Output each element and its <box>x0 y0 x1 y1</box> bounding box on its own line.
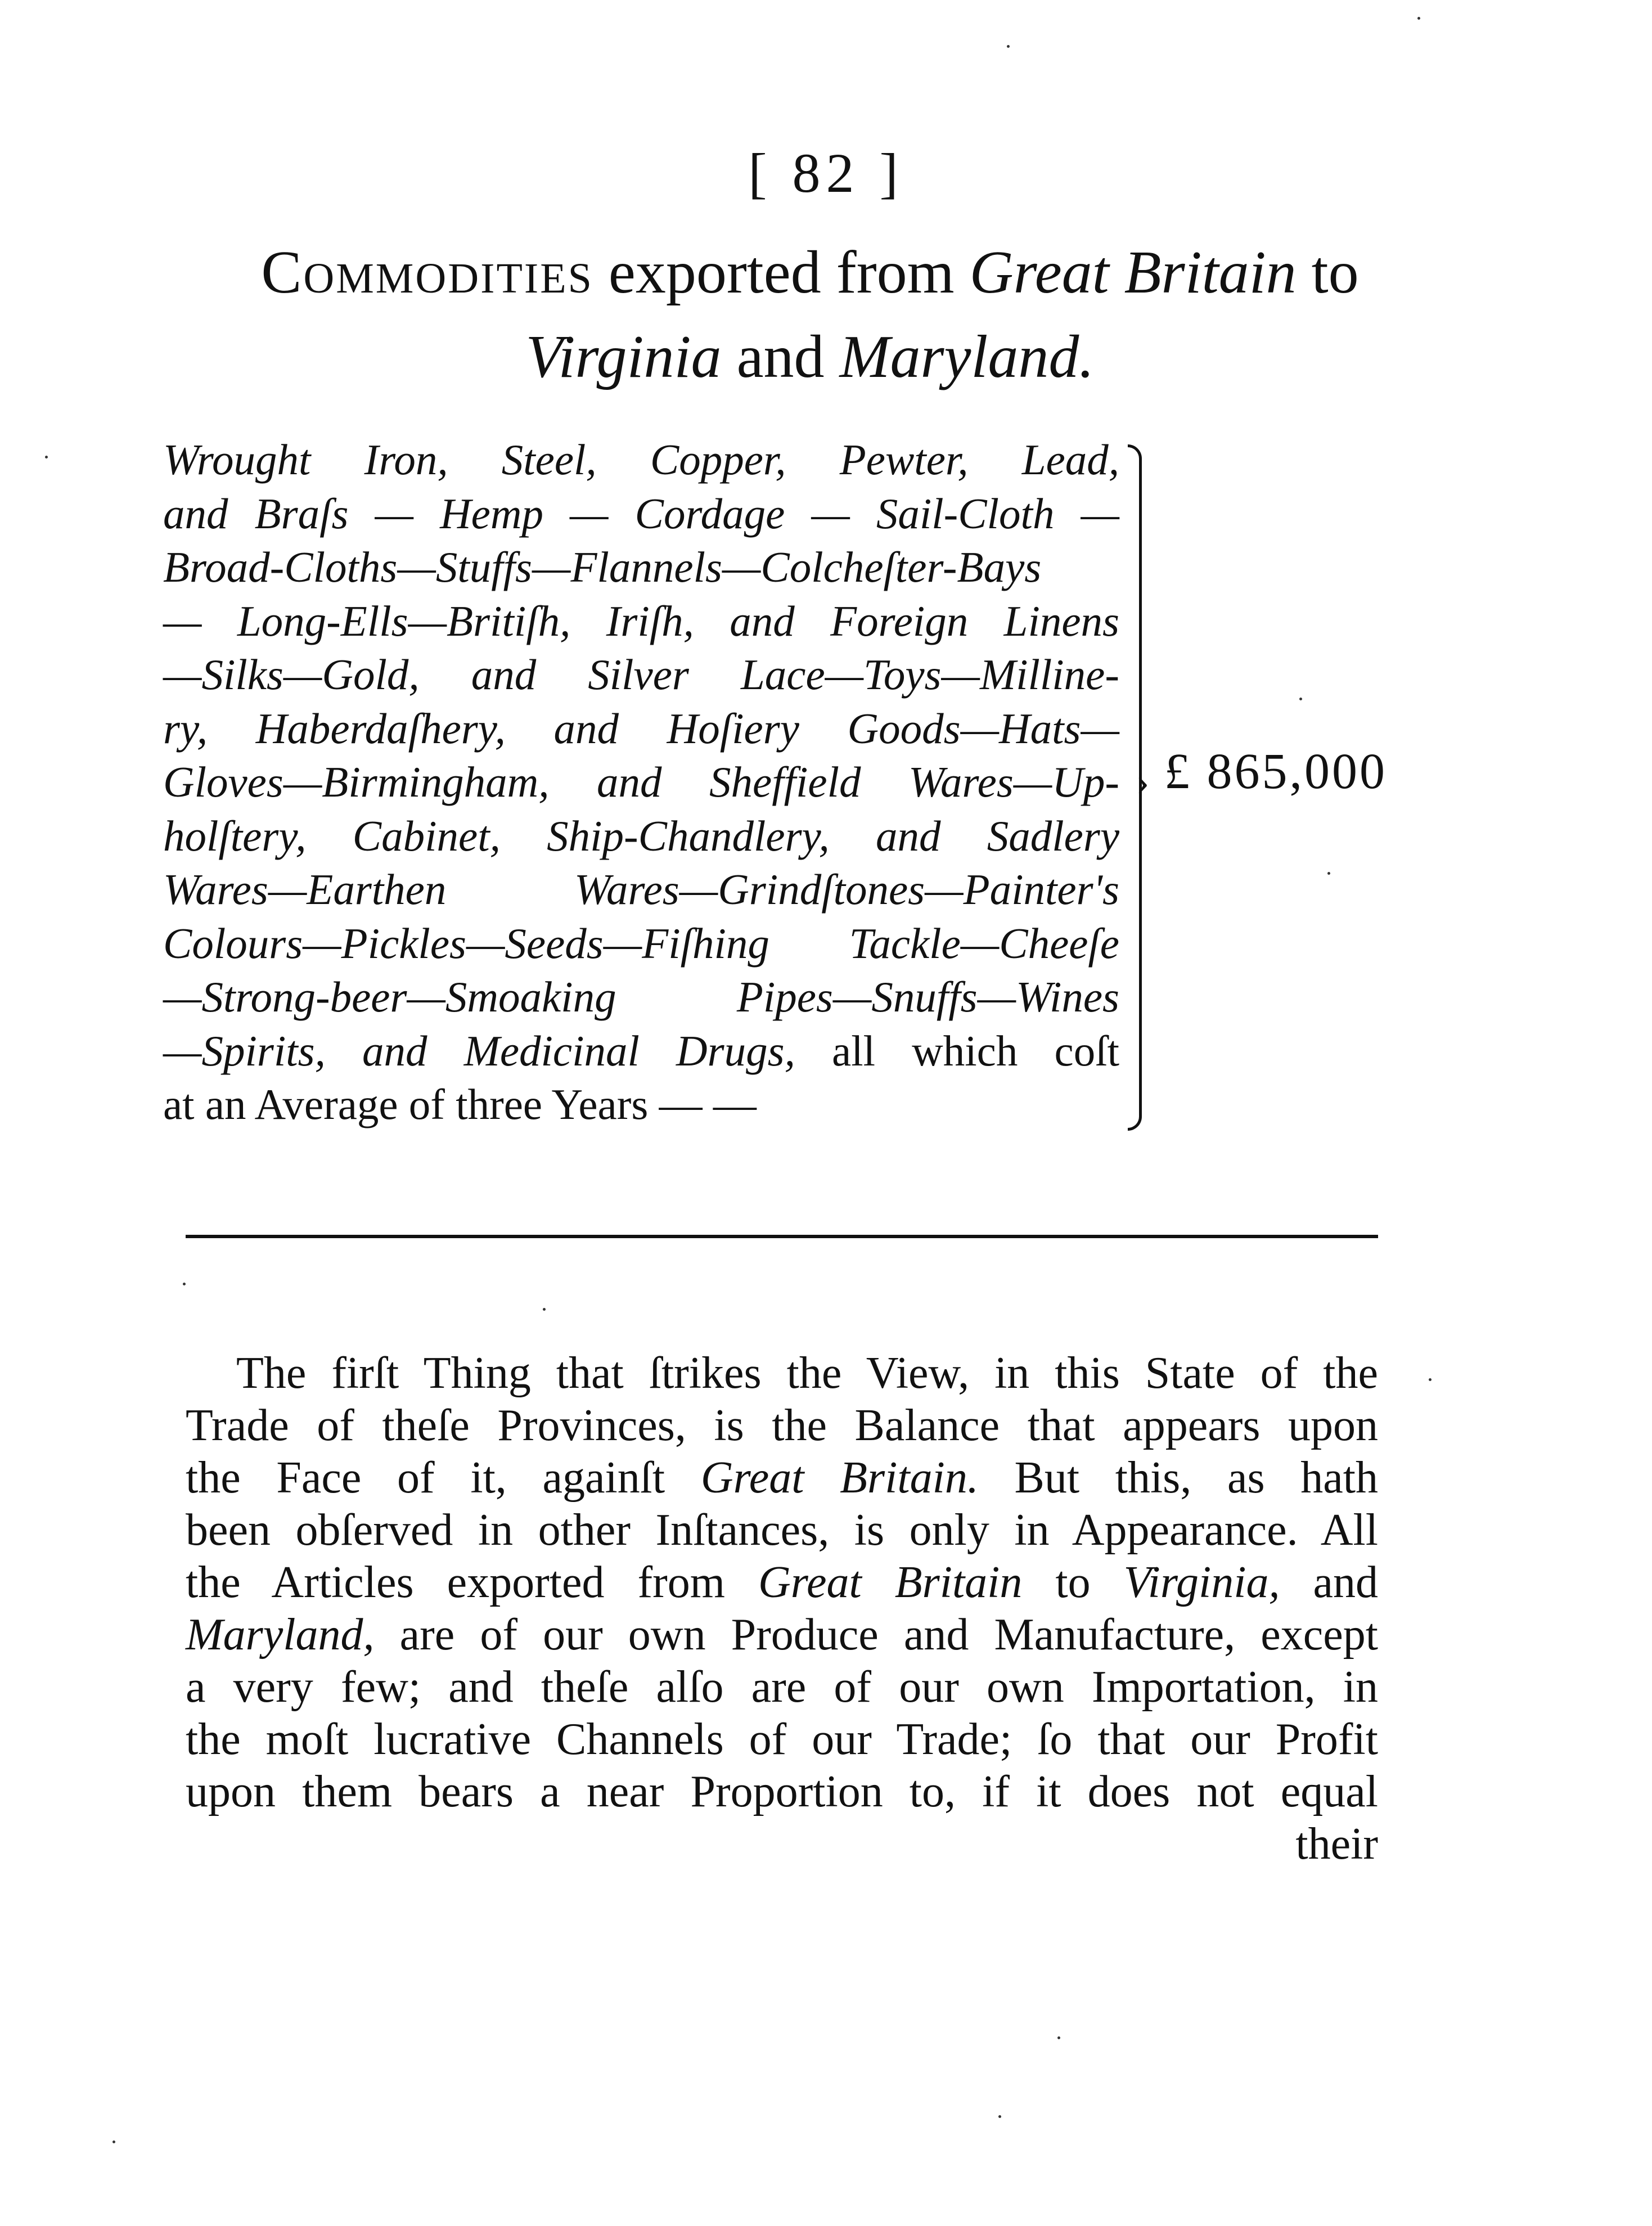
commodities-list <box>163 433 1119 1132</box>
paragraph-text: are of our own Produce and Manufacture, except <box>374 1610 1378 1660</box>
commodities-line: ry, Haberdaſhery, and Hoſiery Goods—Hats— <box>163 704 1119 753</box>
title-text: exported from <box>593 239 970 306</box>
page-number: [ 82 ] <box>748 142 904 204</box>
paragraph-text: and <box>1280 1558 1378 1607</box>
title-italic: Maryland. <box>839 323 1095 390</box>
title-line-1 <box>163 231 1457 315</box>
commodities-line: —Strong-beer—Smoaking Pipes—Snuffs—Wines <box>163 973 1119 1021</box>
print-speck <box>112 2140 115 2143</box>
title-smallcaps: Commodities <box>261 239 593 306</box>
body-paragraph <box>186 1347 1378 1870</box>
print-speck <box>1057 2036 1060 2039</box>
section-title <box>163 231 1457 399</box>
paragraph-text: the Face of it, againſt <box>186 1453 701 1503</box>
paragraph-line <box>186 1609 1378 1661</box>
commodities-line: — Long-Ells—Britiſh, Iriſh, and Foreign Linens <box>163 596 1119 645</box>
paragraph-italic: Virginia, <box>1123 1558 1280 1607</box>
paragraph-line: been obſerved in other Inſtances, is only in Appearance. All <box>186 1505 1378 1555</box>
print-speck <box>1327 872 1330 875</box>
print-speck <box>998 2115 1001 2118</box>
commodities-line: and Braſs — Hemp — Cordage — Sail-Cloth — <box>163 489 1119 538</box>
print-speck <box>45 456 48 458</box>
horizontal-rule <box>186 1235 1378 1238</box>
paragraph-text: the Articles exported from <box>186 1558 759 1607</box>
print-speck <box>543 1308 546 1311</box>
commodities-line: at an Average of three Years — — <box>163 1080 757 1128</box>
paragraph-italic: Great Britain <box>758 1558 1023 1607</box>
paragraph-italic: Maryland, <box>186 1610 375 1660</box>
commodities-text: all which coſt <box>795 1026 1119 1075</box>
commodities-line: Gloves—Birmingham, and Sheffield Wares—Up- <box>163 758 1119 806</box>
commodities-line: holſtery, Cabinet, Ship-Chandlery, and Sadlery <box>163 811 1119 860</box>
paragraph-line <box>186 1557 1378 1609</box>
catchword: their <box>1295 1819 1378 1869</box>
paragraph-line: a very few; and theſe alſo are of our own Importation, in <box>186 1662 1378 1712</box>
paragraph-text: to <box>1022 1558 1124 1607</box>
commodities-line: Wares—Earthen Wares—Grindſtones—Painter's <box>163 865 1119 914</box>
print-speck <box>1417 17 1420 20</box>
title-italic: Virginia <box>525 323 722 390</box>
brace-point: › <box>1136 760 1150 803</box>
print-speck <box>1299 698 1302 700</box>
title-text: to <box>1296 239 1359 306</box>
print-speck <box>1007 45 1010 48</box>
title-text: and <box>721 323 840 390</box>
paragraph-line: The firſt Thing that ſtrikes the View, in this State of the <box>236 1348 1378 1398</box>
paragraph-line: upon them bears a near Proportion to, if it does not equal <box>186 1767 1378 1816</box>
print-speck <box>183 1283 186 1285</box>
paragraph-text: But this, as hath <box>978 1453 1378 1503</box>
title-italic: Great Britain <box>969 239 1297 306</box>
commodities-line: —Silks—Gold, and Silver Lace—Toys—Milline- <box>163 650 1119 699</box>
paragraph-line: the moſt lucrative Channels of our Trade; ſo that our Profit <box>186 1715 1378 1764</box>
print-speck <box>1429 1378 1432 1381</box>
paragraph-italic: Great Britain. <box>700 1453 979 1503</box>
commodities-line: Broad-Cloths—Stuffs—Flannels—Colcheſter-Bays <box>163 543 1042 591</box>
commodities-line: Colours—Pickles—Seeds—Fiſhing Tackle—Cheeſe <box>163 919 1119 968</box>
commodities-line: Wrought Iron, Steel, Copper, Pewter, Lead, <box>163 435 1119 484</box>
commodities-italic: —Spirits, and Medicinal Drugs, <box>163 1026 795 1075</box>
total-amount: £ 865,000 <box>1164 744 1387 799</box>
commodities-line <box>163 1024 1119 1078</box>
paragraph-line: Trade of theſe Provinces, is the Balance that appears upon <box>186 1401 1378 1450</box>
title-line-2 <box>163 315 1457 399</box>
paragraph-line <box>186 1452 1378 1504</box>
